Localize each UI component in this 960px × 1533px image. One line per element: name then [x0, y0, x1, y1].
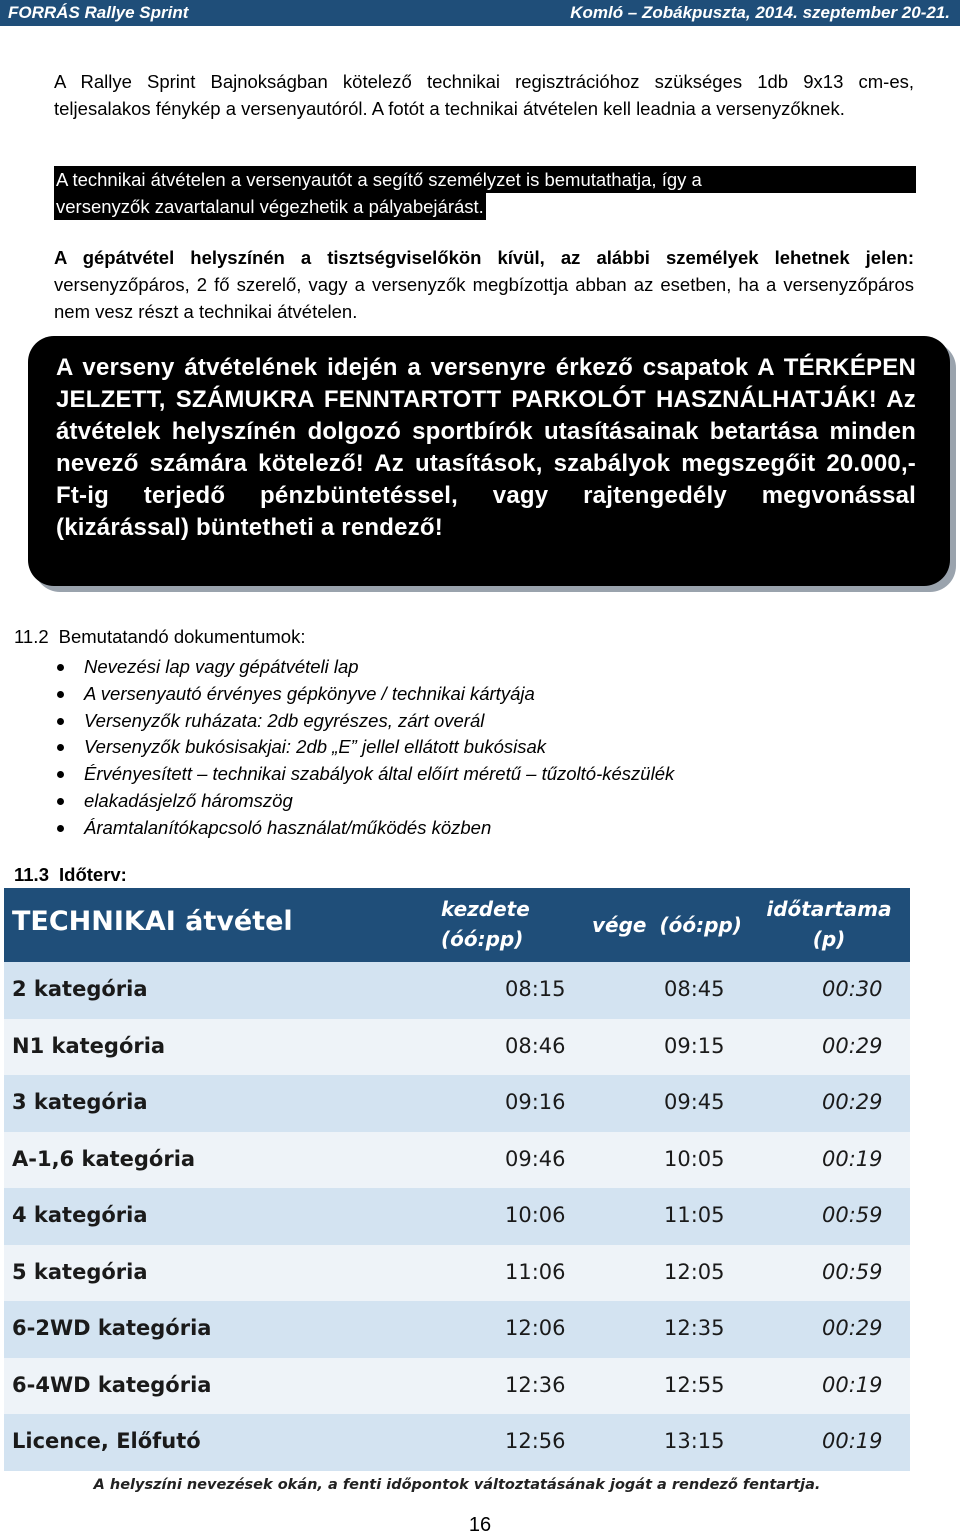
photo-requirement-paragraph: A Rallye Sprint Bajnokságban kötelező technikai regisztrációhoz szükséges 1db 9x13 cm-es, teljesalakos fénykép a versenyautóról. A fotót a technikai átvételen kell leadnia a versenyzőknek.	[54, 71, 914, 119]
persons-paragraph-bold: A gépátvétel helyszínén a tisztségviselőkön kívül, az alábbi személyek lehetnek jelen:	[54, 247, 914, 268]
column-start-unit: (óó:pp)	[441, 927, 524, 951]
timetable-row	[4, 1245, 910, 1302]
bullet-icon	[57, 691, 64, 698]
document-list-item	[54, 815, 674, 842]
start-time-cell: 12:06	[505, 1316, 566, 1340]
document-label: Áramtalanítókapcsoló használat/működés közben	[84, 816, 492, 838]
end-time-cell: 10:05	[664, 1146, 725, 1171]
start-time-cell: 11:06	[505, 1259, 566, 1284]
bullet-icon	[57, 798, 64, 805]
document-label: Versenyzők ruházata: 2db egyrészes, zárt overál	[84, 709, 485, 731]
timetable-row	[4, 1019, 910, 1076]
timetable-row	[4, 1358, 910, 1415]
duration-cell: 00:29	[822, 1090, 883, 1114]
start-time-cell: 12:56	[505, 1429, 566, 1453]
category-cell: 3 kategória	[12, 1090, 148, 1114]
category-cell: A-1,6 kategória	[12, 1146, 196, 1171]
column-end-unit: (óó:pp)	[659, 913, 742, 937]
highlight-line-1: A technikai átvételen a versenyautót a segítő személyzet is bemutathatja, így a	[54, 166, 916, 193]
parking-notice-text: A verseny átvételének idején a versenyre érkező csapatok A TÉRKÉPEN JELZETT, SZÁMUKRA FENNTARTOTT PARKOLÓT HASZNÁLHATJÁK! Az átvételek helyszínén dolgozó sportbírók utasításainak betartása minden nevező számára kötelező! Az utasítások, szabályok megszegőit 20.000,-Ft-ig terjedő pénzbüntetéssel, vagy rajtengedély megvonással (kizárással) büntetheti a rendező!	[56, 354, 916, 541]
duration-cell: 00:59	[822, 1259, 883, 1284]
bullet-icon	[57, 825, 64, 832]
end-time-cell: 09:15	[664, 1033, 725, 1058]
document-label: elakadásjelző háromszög	[84, 789, 293, 811]
column-duration-header	[754, 894, 904, 954]
section-number: 11.3	[14, 864, 49, 885]
timetable-note: A helyszíni nevezések okán, a fenti időpontok változtatásának jogát a rendező fentartja.	[4, 1471, 910, 1503]
section-title: Bemutatandó dokumentumok:	[58, 626, 306, 647]
document-label: Versenyzők bukósisakjai: 2db „E” jellel ellátott bukósisak	[84, 736, 547, 758]
timetable-header	[4, 888, 910, 962]
start-time-cell: 09:46	[505, 1146, 566, 1171]
section-number: 11.2	[14, 626, 49, 647]
bullet-icon	[57, 718, 64, 725]
category-cell: 2 kategória	[12, 977, 148, 1001]
timetable-title: TECHNIKAI átvétel	[12, 906, 293, 937]
timetable-row	[4, 1301, 910, 1358]
document-list-item	[54, 708, 674, 735]
page-number: 16	[468, 1514, 492, 1533]
timetable-row	[4, 1075, 910, 1132]
persons-paragraph-rest: versenyzőpáros, 2 fő szerelő, vagy a versenyzők megbízottja abban az esetben, ha a versenyzőpáros nem vesz részt a technikai átvételen.	[54, 274, 914, 322]
parking-notice-box	[28, 336, 950, 586]
section-title: Időterv:	[59, 864, 127, 885]
duration-cell: 00:19	[822, 1372, 883, 1397]
category-cell: 6-4WD kategória	[12, 1372, 212, 1397]
end-time-cell: 12:55	[664, 1372, 725, 1397]
bullet-icon	[57, 771, 64, 778]
document-list-item	[54, 734, 674, 761]
column-end-label: vége	[592, 913, 647, 937]
column-duration-unit: (p)	[812, 927, 846, 951]
inspection-timetable	[4, 888, 910, 1503]
page-header	[0, 0, 960, 26]
column-duration-label: időtartama	[766, 897, 892, 921]
start-time-cell: 08:46	[505, 1033, 566, 1058]
header-location-date: Komló – Zobákpuszta, 2014. szeptember 20-21.	[570, 3, 950, 22]
persons-paragraph	[54, 244, 914, 325]
bullet-icon	[57, 664, 64, 671]
document-list-item	[54, 681, 674, 708]
timetable-row	[4, 1414, 910, 1471]
timetable-row	[4, 962, 910, 1019]
end-time-cell: 12:05	[664, 1259, 725, 1284]
end-time-cell: 13:15	[664, 1429, 725, 1453]
timetable-row	[4, 1132, 910, 1189]
end-time-cell: 09:45	[664, 1090, 725, 1114]
category-cell: 5 kategória	[12, 1259, 148, 1284]
end-time-cell: 11:05	[664, 1203, 725, 1227]
section-11-2-heading	[14, 626, 305, 648]
duration-cell: 00:29	[822, 1033, 883, 1058]
duration-cell: 00:29	[822, 1316, 883, 1340]
column-end-header	[592, 910, 742, 940]
start-time-cell: 12:36	[505, 1372, 566, 1397]
documents-list	[54, 654, 674, 842]
section-11-3-heading	[14, 864, 127, 886]
document-list-item	[54, 654, 674, 681]
column-start-header	[441, 894, 530, 954]
category-cell: N1 kategória	[12, 1033, 166, 1058]
start-time-cell: 09:16	[505, 1090, 566, 1114]
start-time-cell: 08:15	[505, 977, 566, 1001]
duration-cell: 00:59	[822, 1203, 883, 1227]
end-time-cell: 08:45	[664, 977, 725, 1001]
timetable-row	[4, 1188, 910, 1245]
document-list-item	[54, 788, 674, 815]
document-label: Nevezési lap vagy gépátvételi lap	[84, 656, 359, 677]
document-label: A versenyautó érvényes gépkönyve / technikai kártyája	[84, 682, 535, 704]
column-start-label: kezdete	[441, 897, 530, 921]
bullet-icon	[57, 744, 64, 751]
end-time-cell: 12:35	[664, 1316, 725, 1340]
category-cell: Licence, Előfutó	[12, 1429, 201, 1453]
category-cell: 4 kategória	[12, 1203, 148, 1227]
duration-cell: 00:30	[822, 977, 883, 1001]
start-time-cell: 10:06	[505, 1203, 566, 1227]
category-cell: 6-2WD kategória	[12, 1316, 212, 1340]
document-label: Érvényesített – technikai szabályok által előírt méretű – tűzoltó-készülék	[84, 763, 675, 785]
duration-cell: 00:19	[822, 1146, 883, 1171]
duration-cell: 00:19	[822, 1429, 883, 1453]
header-event-name: FORRÁS Rallye Sprint	[8, 3, 189, 22]
document-list-item	[54, 761, 674, 788]
highlight-line-2: versenyzők zavartalanul végezhetik a pályabejárást.	[54, 193, 486, 220]
timetable-rows	[4, 962, 910, 1471]
